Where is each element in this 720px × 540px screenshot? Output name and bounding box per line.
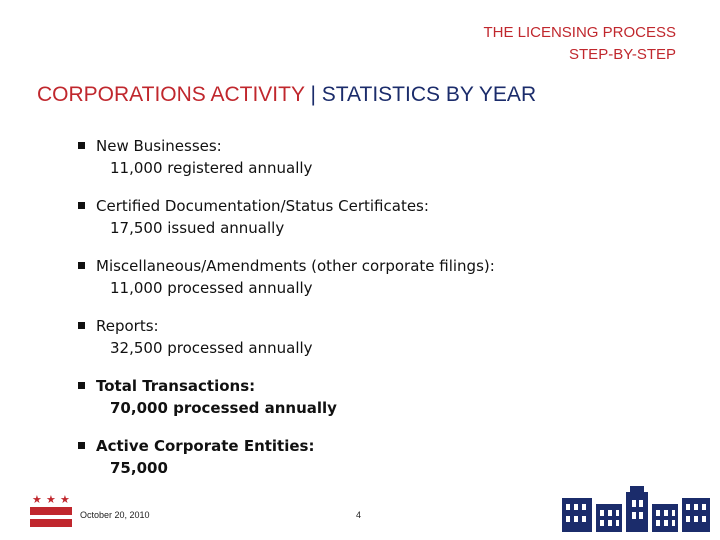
stat-value: 17,500 issued annually: [110, 219, 285, 237]
flag-bar: [30, 507, 72, 515]
bullet-square-icon: [78, 142, 85, 149]
bullet-square-icon: [78, 202, 85, 209]
slide-header: [483, 22, 676, 66]
stat-label: New Businesses:: [96, 137, 222, 155]
statistics-list: [78, 136, 678, 496]
header-line-2: STEP-BY-STEP: [569, 46, 676, 63]
list-item: [78, 316, 678, 376]
stat-value: 70,000 processed annually: [110, 399, 337, 417]
star-icon: ★: [32, 494, 42, 506]
page-number: 4: [356, 510, 362, 520]
star-icon: ★: [60, 494, 70, 506]
bullet-square-icon: [78, 322, 85, 329]
building-icon: [560, 486, 712, 532]
bullet-square-icon: [78, 442, 85, 449]
bullet-square-icon: [78, 382, 85, 389]
title-separator: |: [310, 83, 316, 106]
header-line-1: THE LICENSING PROCESS: [483, 24, 676, 41]
footer-date: October 20, 2010: [80, 510, 150, 520]
stat-value: 75,000: [110, 459, 168, 477]
stat-label: Total Transactions:: [96, 377, 256, 395]
list-item: [78, 256, 678, 316]
stat-label: Certified Documentation/Status Certificates:: [96, 197, 429, 215]
stat-value: 11,000 processed annually: [110, 279, 313, 297]
stat-label: Reports:: [96, 317, 159, 335]
stat-label: Miscellaneous/Amendments (other corporate filings):: [96, 257, 495, 275]
stat-label: Active Corporate Entities:: [96, 437, 315, 455]
title-subtitle: STATISTICS BY YEAR: [321, 83, 537, 106]
stat-value: 11,000 registered annually: [110, 159, 313, 177]
star-icon: ★: [46, 494, 56, 506]
list-item: [78, 376, 678, 436]
title-main: CORPORATIONS ACTIVITY: [37, 83, 305, 106]
dc-flag-logo: [30, 495, 72, 529]
stat-value: 32,500 processed annually: [110, 339, 313, 357]
list-item: [78, 196, 678, 256]
bullet-square-icon: [78, 262, 85, 269]
flag-bar: [30, 519, 72, 527]
page-title: [37, 83, 536, 107]
list-item: [78, 136, 678, 196]
